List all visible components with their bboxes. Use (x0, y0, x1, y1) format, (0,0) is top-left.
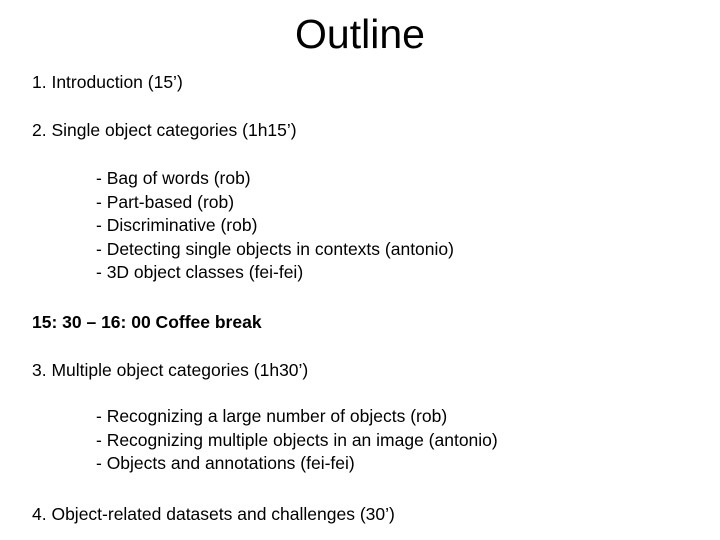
subtopic-multiple-objects-in-image: - Recognizing multiple objects in an image (antonio) (96, 429, 498, 450)
subtopic-bag-of-words: - Bag of words (rob) (96, 168, 251, 188)
single-object-subtopics (96, 167, 454, 285)
coffee-break: 15: 30 – 16: 00 Coffee break (32, 312, 262, 332)
subtopic-large-number-of-objects: - Recognizing a large number of objects (rob) (96, 406, 448, 426)
subtopic-objects-and-annotations: - Objects and annotations (fei-fei) (96, 453, 355, 473)
slide-title: Outline (295, 11, 425, 57)
subtopic-discriminative: - Discriminative (rob) (96, 215, 258, 235)
multiple-object-subtopics (96, 405, 498, 476)
subtopic-3d-object-classes: - 3D object classes (fei-fei) (96, 262, 304, 282)
subtopic-part-based: - Part-based (rob) (96, 191, 235, 212)
section-multiple-object-categories: 3. Multiple object categories (1h30’) (32, 360, 309, 380)
section-single-object-categories: 2. Single object categories (1h15’) (32, 120, 297, 140)
subtopic-single-objects-in-contexts: - Detecting single objects in contexts (antonio) (96, 238, 454, 259)
section-datasets-and-challenges: 4. Object-related datasets and challenges (30’) (32, 504, 395, 524)
section-introduction: 1. Introduction (15’) (32, 72, 183, 92)
